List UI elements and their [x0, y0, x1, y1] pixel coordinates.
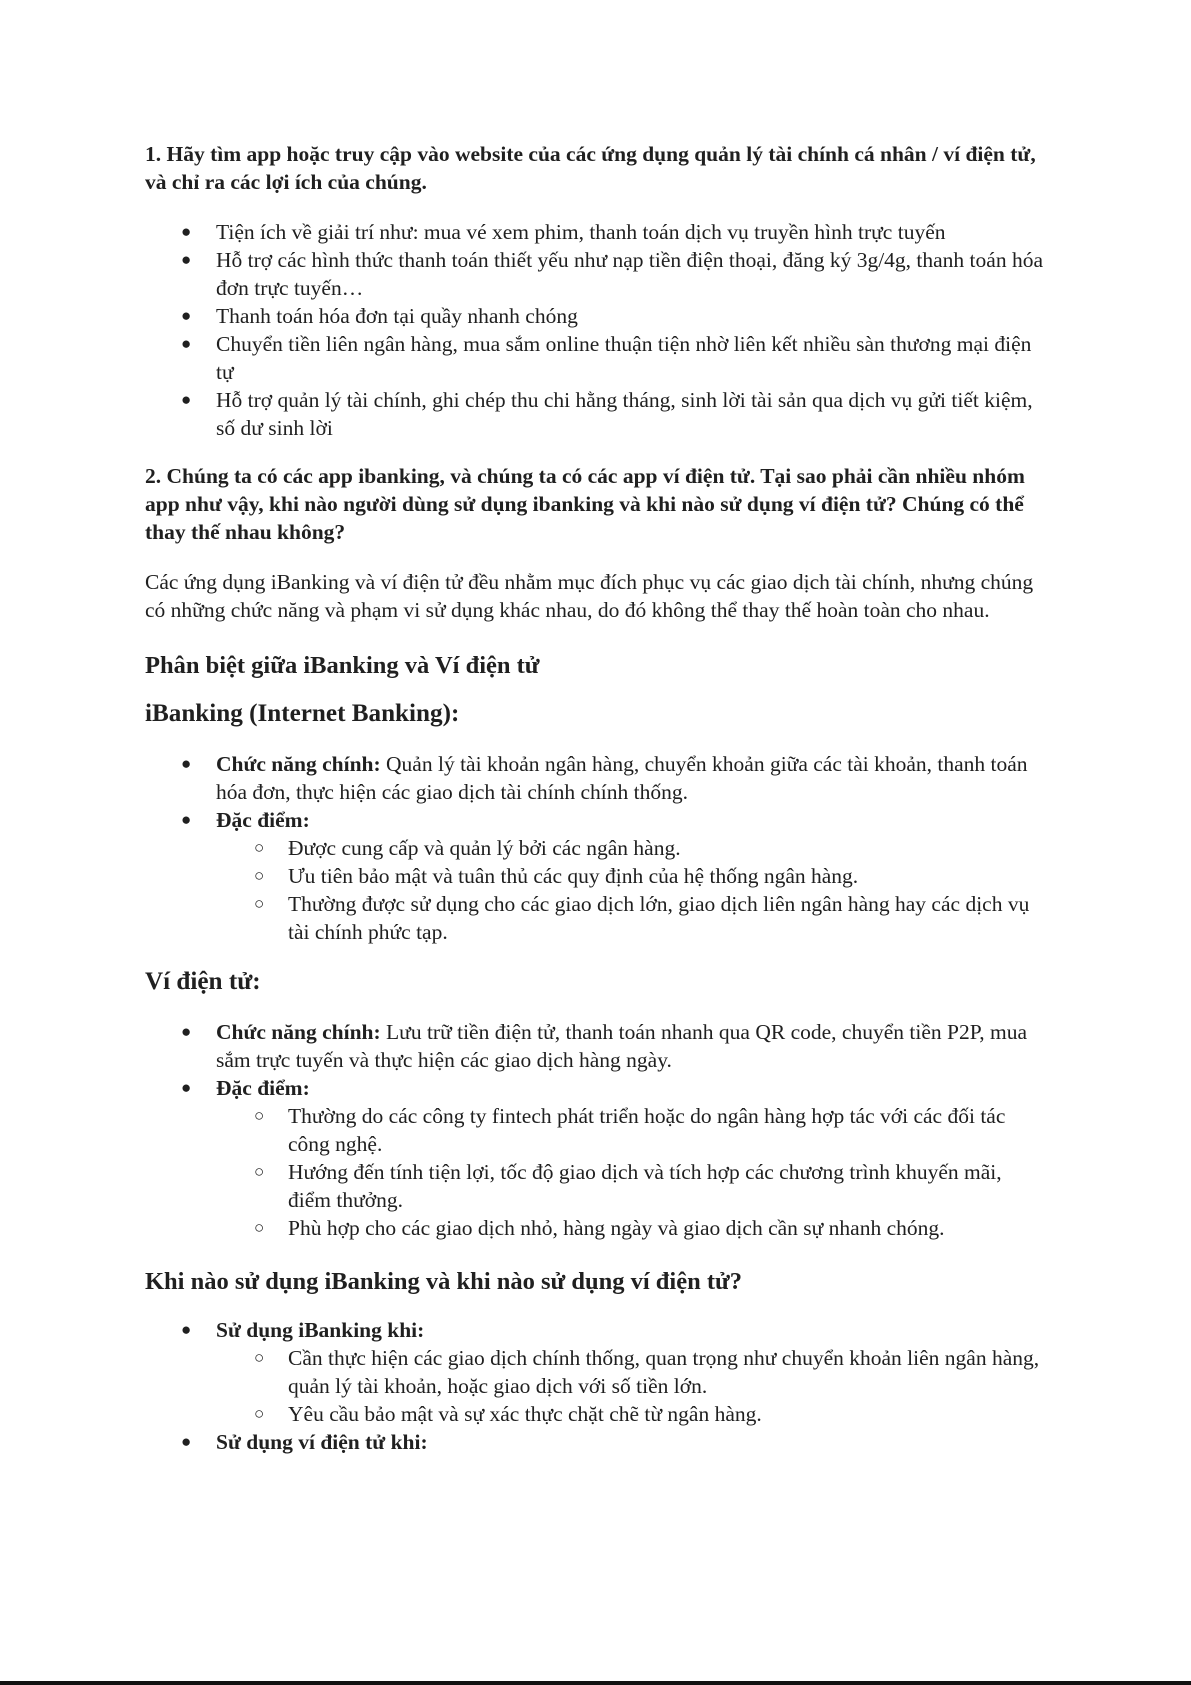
sub-list-item: ○ Ưu tiên bảo mật và tuân thủ các quy định của hệ thống ngân hàng.: [288, 862, 1045, 890]
question-1-title: 1. Hãy tìm app hoặc truy cập vào website của các ứng dụng quản lý tài chính cá nhân / ví điện tử, và chỉ ra các lợi ích của chúng.: [145, 142, 1036, 194]
question-2-intro: Các ứng dụng iBanking và ví điện tử đều nhằm mục đích phục vụ các giao dịch tài chính, nhưng chúng có những chức năng và phạm vi sử dụng khác nhau, do đó không thể thay thế hoàn toàn cho nhau.: [145, 570, 1034, 622]
function-text: Lưu trữ tiền điện tử, thanh toán nhanh qua QR code, chuyển tiền P2P, mua sắm trực tuyến và thực hiện các giao dịch hàng ngày.: [216, 1020, 1028, 1072]
features-label: Đặc điểm:: [216, 808, 310, 832]
ibanking-list: [145, 750, 1045, 946]
list-item: [216, 806, 1045, 946]
sub-list-item: ○ Phù hợp cho các giao dịch nhỏ, hàng ngày và giao dịch cần sự nhanh chóng.: [288, 1214, 1045, 1242]
ewallet-list: [145, 1018, 1045, 1242]
list-item: [216, 1316, 1045, 1428]
ibanking-heading: iBanking (Internet Banking):: [145, 700, 460, 727]
list-item: ● Hỗ trợ quản lý tài chính, ghi chép thu chi hằng tháng, sinh lời tài sản qua dịch vụ gửi tiết kiệm, số dư sinh lời: [216, 386, 1045, 442]
function-label: Chức năng chính:: [216, 752, 381, 776]
sub-list-item: ○ Hướng đến tính tiện lợi, tốc độ giao dịch và tích hợp các chương trình khuyến mãi, điểm thưởng.: [288, 1158, 1045, 1214]
ewallet-features-list: [145, 1102, 1045, 1242]
list-item: ● Hỗ trợ các hình thức thanh toán thiết yếu như nạp tiền điện thoại, đăng ký 3g/4g, thanh toán hóa đơn trực tuyến…: [216, 246, 1045, 302]
document-page: [145, 140, 1045, 1456]
ibanking-when-label: Sử dụng iBanking khi:: [216, 1318, 425, 1342]
when-heading: Khi nào sử dụng iBanking và khi nào sử dụng ví điện tử?: [145, 1268, 742, 1295]
sub-list-item: ○ Cần thực hiện các giao dịch chính thống, quan trọng như chuyển khoản liên ngân hàng, quản lý tài khoản, hoặc giao dịch với số tiền lớn.: [288, 1344, 1045, 1400]
sub-list-item: ○ Yêu cầu bảo mật và sự xác thực chặt chẽ từ ngân hàng.: [288, 1400, 1045, 1428]
list-item: [216, 1074, 1045, 1242]
list-item: ● Tiện ích về giải trí như: mua vé xem phim, thanh toán dịch vụ truyền hình trực tuyến: [216, 218, 1045, 246]
list-item: [216, 750, 1045, 806]
features-label: Đặc điểm:: [216, 1076, 310, 1100]
ibanking-when-list: [145, 1344, 1045, 1428]
ewallet-when-label: Sử dụng ví điện tử khi:: [216, 1430, 428, 1454]
question-2-title: 2. Chúng ta có các app ibanking, và chúng ta có các app ví điện tử. Tại sao phải cần nhiều nhóm app như vậy, khi nào người dùng sử dụng ibanking và khi nào sử dụng ví điện tử? Chúng có thể thay thế nhau không?: [145, 464, 1025, 544]
list-item: ● Chuyển tiền liên ngân hàng, mua sắm online thuận tiện nhờ liên kết nhiều sàn thương mại điện tự: [216, 330, 1045, 386]
sub-list-item: ○ Được cung cấp và quản lý bởi các ngân hàng.: [288, 834, 1045, 862]
function-text: Quản lý tài khoản ngân hàng, chuyển khoản giữa các tài khoản, thanh toán hóa đơn, thực hiện các giao dịch tài chính chính thống.: [216, 752, 1028, 804]
list-item: [216, 1428, 1045, 1456]
question-1-benefits-list: [145, 218, 1045, 442]
function-label: Chức năng chính:: [216, 1020, 381, 1044]
list-item: ● Thanh toán hóa đơn tại quầy nhanh chóng: [216, 302, 1045, 330]
compare-heading: Phân biệt giữa iBanking và Ví điện tử: [145, 652, 540, 679]
sub-list-item: ○ Thường do các công ty fintech phát triển hoặc do ngân hàng hợp tác với các đối tác công nghệ.: [288, 1102, 1045, 1158]
page-bottom-edge: [0, 1681, 1191, 1685]
ewallet-heading: Ví điện tử:: [145, 968, 261, 995]
sub-list-item: ○ Thường được sử dụng cho các giao dịch lớn, giao dịch liên ngân hàng hay các dịch vụ tài chính phức tạp.: [288, 890, 1045, 946]
when-list: [145, 1316, 1045, 1456]
list-item: [216, 1018, 1045, 1074]
ibanking-features-list: [145, 834, 1045, 946]
